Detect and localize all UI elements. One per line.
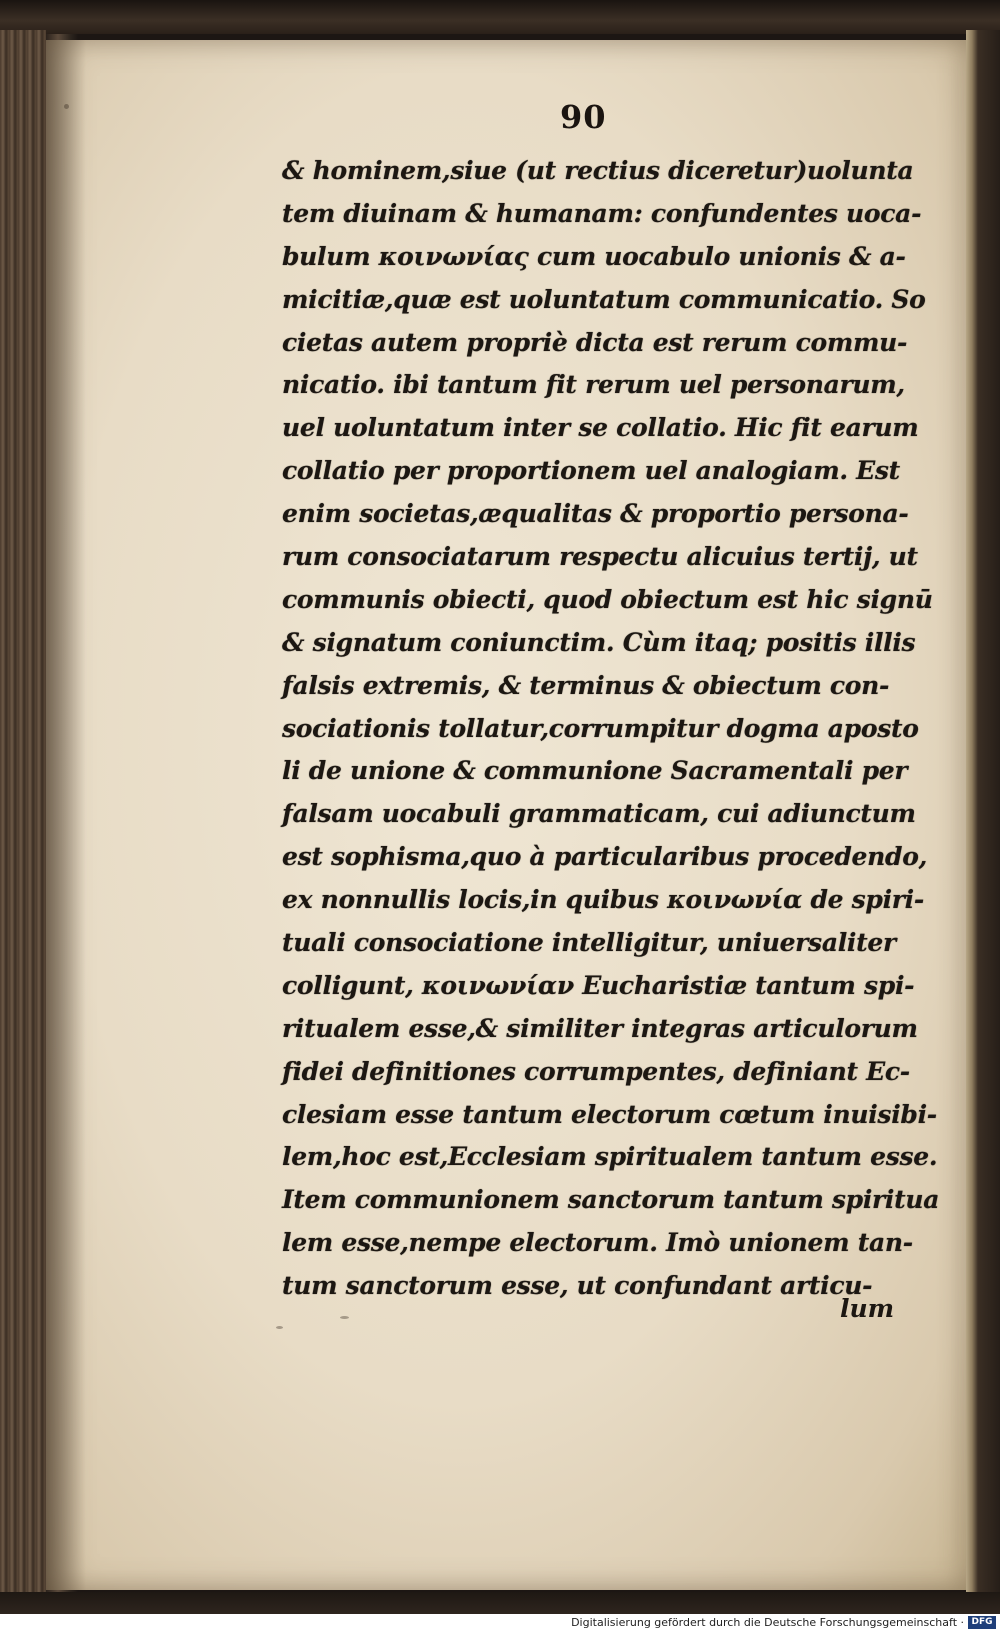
ink-speck — [64, 104, 69, 109]
dfg-logo[interactable]: DFG — [968, 1616, 996, 1629]
text-line: cietas autem propriè dicta est rerum commu- — [282, 327, 908, 357]
text-line: tuali consociatione intelligitur, uniuersaliter — [282, 928, 896, 958]
text-line: nicatio. ibi tantum fit rerum uel personarum, — [282, 370, 905, 400]
text-line: falsis extremis, & terminus & obiectum con- — [282, 670, 890, 700]
text-line: uel uoluntatum inter se collatio. Hic fit earum — [282, 413, 919, 443]
digitization-credit-bar — [0, 1614, 1000, 1632]
text-line: fidei definitiones corrumpentes, definiant Ec- — [282, 1056, 910, 1086]
text-line: lem,hoc est,Ecclesiam spiritualem tantum esse. — [282, 1142, 938, 1172]
text-line: & signatum coniunctim. Cùm itaq; positis illis — [282, 627, 916, 657]
text-line: est sophisma,quo à particularibus procedendo, — [282, 842, 927, 872]
text-line: tem diuinam & humanam: confundentes uoca- — [282, 198, 922, 228]
book-cover-bottom — [0, 1592, 1000, 1614]
text-line: Item communionem sanctorum tantum spiritua — [282, 1185, 940, 1215]
book-cover-top — [0, 0, 1000, 34]
body-text — [282, 150, 940, 1308]
catchword: lum — [840, 1294, 895, 1323]
ink-speck — [340, 1316, 349, 1319]
text-line: bulum κοινωνίας cum uocabulo unionis & a- — [282, 241, 906, 271]
text-line: colligunt, κοινωνίαν Eucharistiæ tantum spi- — [282, 970, 915, 1000]
page-edges-right — [966, 30, 1000, 1592]
text-line: li de unione & communione Sacramentali per — [282, 756, 908, 786]
text-line: sociationis tollatur,corrumpitur dogma aposto — [282, 713, 919, 743]
text-line: clesiam esse tantum electorum cœtum inuisibi- — [282, 1099, 937, 1129]
page-edges-left — [0, 30, 46, 1592]
gutter-shadow — [46, 40, 86, 1590]
text-line: ritualem esse,& similiter integras articulorum — [282, 1013, 918, 1043]
text-line: falsam uocabuli grammaticam, cui adiunctum — [282, 799, 916, 829]
text-line: collatio per proportionem uel analogiam. Est — [282, 456, 900, 486]
text-line: rum consociatarum respectu alicuius tertij, ut — [282, 542, 918, 572]
text-line: ex nonnullis locis,in quibus κοινωνία de spiri- — [282, 885, 924, 915]
ink-speck — [276, 1326, 283, 1329]
text-line: tum sanctorum esse, ut confundant articu- — [282, 1271, 873, 1301]
page-number: 90 — [560, 98, 607, 136]
text-line: & hominem,siue (ut rectius diceretur)uolunta — [282, 156, 914, 185]
credit-text: Digitalisierung gefördert durch die Deutsche Forschungsgemeinschaft · — [571, 1616, 964, 1629]
text-line: communis obiecti, quod obiectum est hic signū — [282, 584, 933, 614]
text-line: lem esse,nempe electorum. Imò unionem tan- — [282, 1228, 913, 1258]
text-line: enim societas,æqualitas & proportio persona- — [282, 499, 909, 529]
text-line: micitiæ,quæ est uoluntatum communicatio. So — [282, 284, 926, 314]
